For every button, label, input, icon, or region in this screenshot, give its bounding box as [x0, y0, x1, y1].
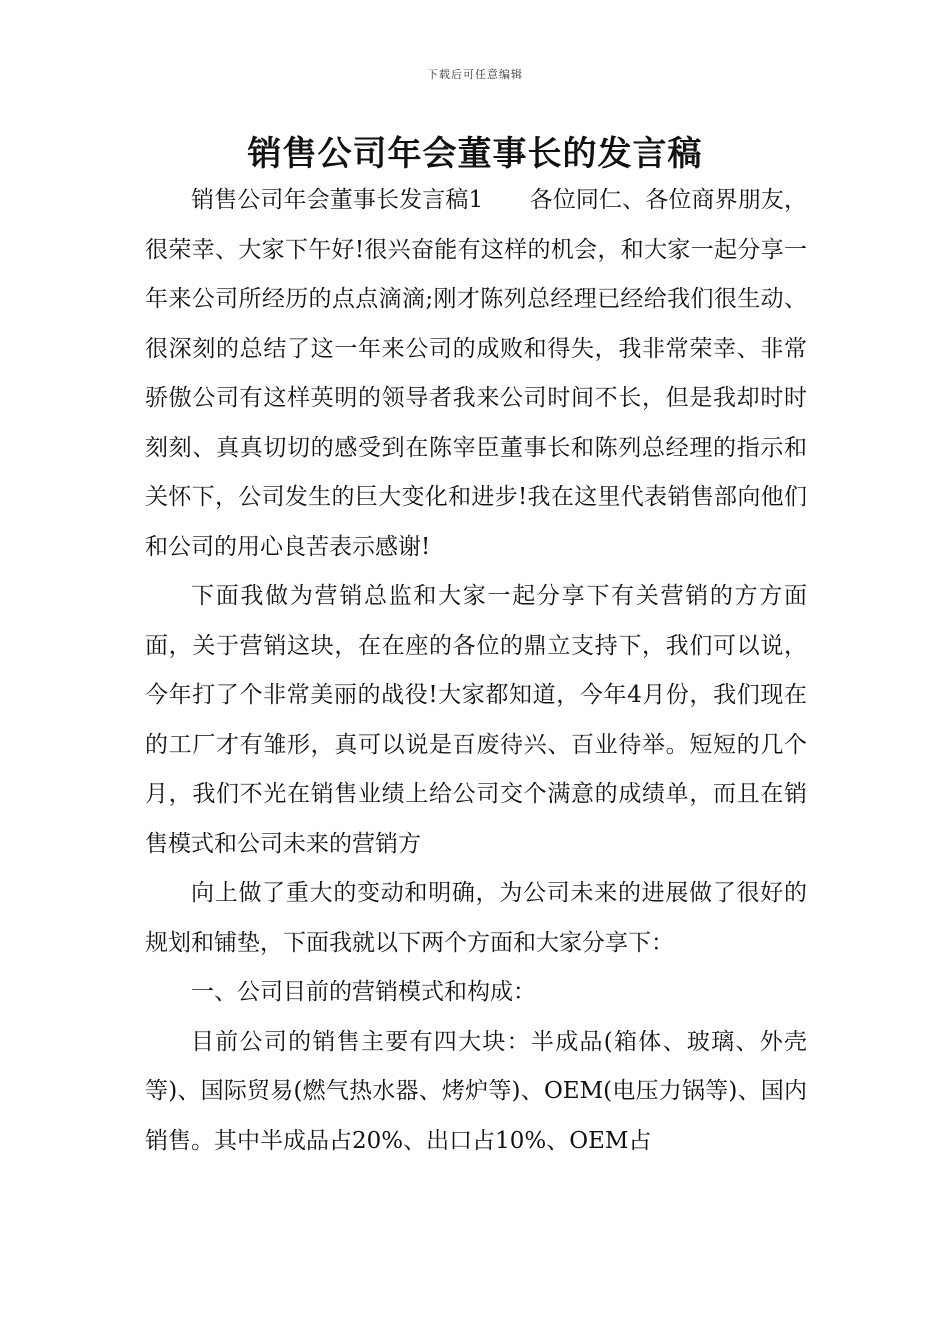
document-title: 销售公司年会董事长的发言稿	[247, 134, 703, 174]
page-header-note: 下载后可任意编辑	[427, 68, 523, 81]
paragraph-direction: 向上做了重大的变动和明确，为公司未来的进展做了很好的规划和铺垫，下面我就以下两个方面和大家分享下：	[145, 880, 807, 956]
paragraph-opening: 销售公司年会董事长发言稿1 各位同仁、各位商界朋友，很荣幸、大家下午好!很兴奋能有这样的机会，和大家一起分享一年来公司所经历的点点滴滴;刚才陈列总经理已经给我们很生动、很深刻的总结了这一年来公司的成败和得失，我非常荣幸、非常骄傲公司有这样英明的领导者我来公司时间不长，但是我却时时刻刻、真真切切的感受到在陈宰臣董事长和陈列总经理的指示和关怀下，公司发生的巨大变化和进步!我在这里代表销售部向他们和公司的用心良苦表示感谢!	[145, 187, 807, 560]
paragraph-marketing-overview: 下面我做为营销总监和大家一起分享下有关营销的方方面面，关于营销这块，在在座的各位的鼎立支持下，我们可以说，今年打了个非常美丽的战役!大家都知道，今年4月份，我们现在的工厂才有雏形，真可以说是百废待兴、百业待举。短短的几个月，我们不光在销售业绩上给公司交个满意的成绩单，而且在销售模式和公司未来的营销方	[145, 583, 807, 857]
paragraph-sales-breakdown: 目前公司的销售主要有四大块：半成品(箱体、玻璃、外壳等)、国际贸易(燃气热水器、烤炉等)、OEM(电压力锅等)、国内销售。其中半成品占20%、出口占10%、OEM占	[145, 1028, 807, 1154]
section-heading-sales-model: 一、公司目前的营销模式和构成：	[191, 979, 536, 1005]
document-body	[145, 176, 807, 1166]
